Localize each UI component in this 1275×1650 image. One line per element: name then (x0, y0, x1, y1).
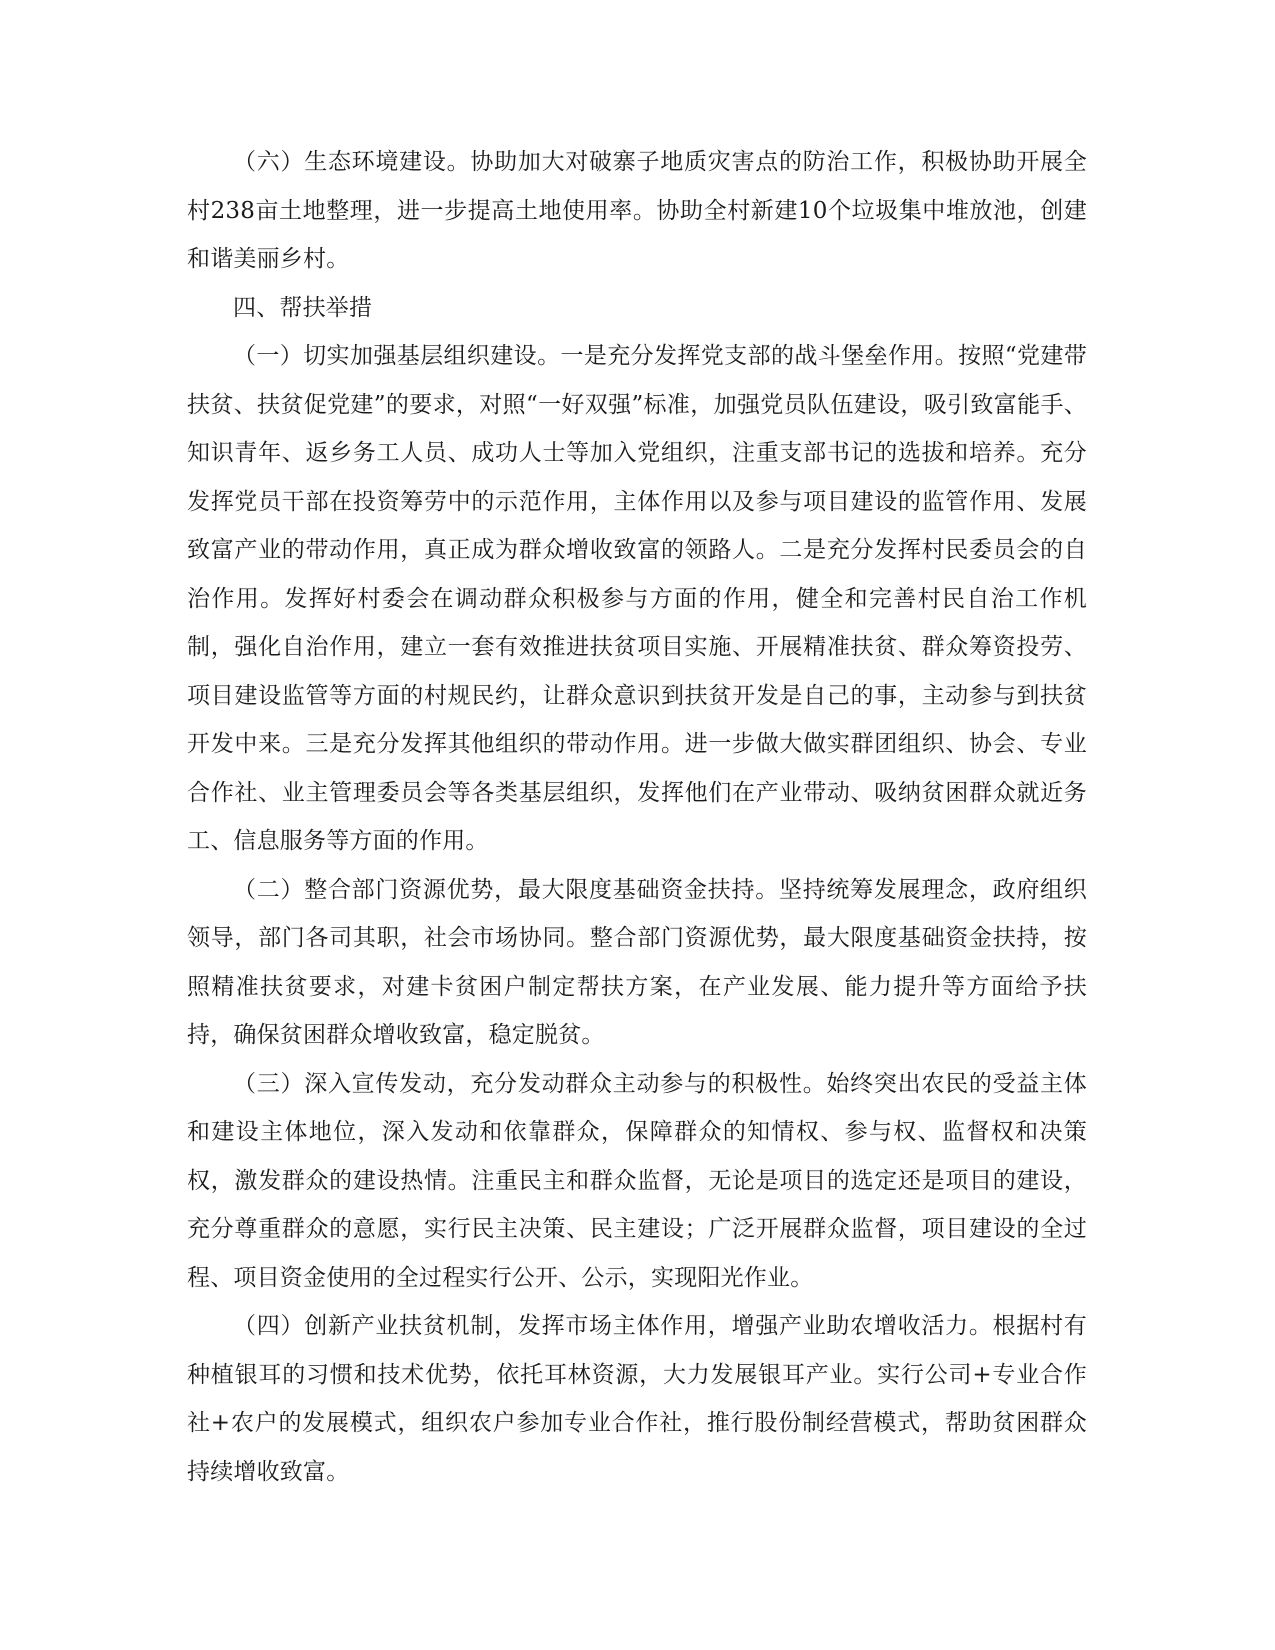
paragraph-organization: （一）切实加强基层组织建设。一是充分发挥党支部的战斗堡垒作用。按照“党建带扶贫、扶贫促党建”的要求，对照“一好双强”标准，加强党员队伍建设，吸引致富能手、知识青年、返乡务工人员、成功人士等加入党组织，注重支部书记的选拔和培养。充分发挥党员干部在投资筹劳中的示范作用，主体作用以及参与项目建设的监管作用、发展致富产业的带动作用，真正成为群众增收致富的领路人。二是充分发挥村民委员会的自治作用。发挥好村委会在调动群众积极参与方面的作用，健全和完善村民自治工作机制，强化自治作用，建立一套有效推进扶贫项目实施、开展精准扶贫、群众筹资投劳、项目建设监管等方面的村规民约，让群众意识到扶贫开发是自己的事，主动参与到扶贫开发中来。三是充分发挥其他组织的带动作用。进一步做大做实群团组织、协会、专业合作社、业主管理委员会等各类基层组织，发挥他们在产业带动、吸纳贫困群众就近务工、信息服务等方面的作用。 (187, 343, 1087, 854)
paragraph-ecology: （六）生态环境建设。协助加大对破寨子地质灾害点的防治工作，积极协助开展全村238亩土地整理，进一步提高土地使用率。协助全村新建10个垃圾集中堆放池，创建和谐美丽乡村。 (187, 149, 1087, 272)
paragraph-industry: （四）创新产业扶贫机制，发挥市场主体作用，增强产业助农增收活力。根据村有种植银耳的习惯和技术优势，依托耳林资源，大力发展银耳产业。实行公司+专业合作社+农户的发展模式，组织农户参加专业合作社，推行股份制经营模式，帮助贫困群众持续增收致富。 (187, 1313, 1087, 1485)
section-heading-measures: 四、帮扶举措 (233, 294, 373, 321)
paragraph-resources: （二）整合部门资源优势，最大限度基础资金扶持。坚持统筹发展理念，政府组织领导，部门各司其职，社会市场协同。整合部门资源优势，最大限度基础资金扶持，按照精准扶贫要求，对建卡贫困户制定帮扶方案，在产业发展、能力提升等方面给予扶持，确保贫困群众增收致富，稳定脱贫。 (187, 876, 1087, 1048)
document-body (187, 138, 1087, 1496)
paragraph-publicity: （三）深入宣传发动，充分发动群众主动参与的积极性。始终突出农民的受益主体和建设主体地位，深入发动和依靠群众，保障群众的知情权、参与权、监督权和决策权，激发群众的建设热情。注重民主和群众监督，无论是项目的选定还是项目的建设，充分尊重群众的意愿，实行民主决策、民主建设；广泛开展群众监督，项目建设的全过程、项目资金使用的全过程实行公开、公示，实现阳光作业。 (187, 1070, 1087, 1291)
